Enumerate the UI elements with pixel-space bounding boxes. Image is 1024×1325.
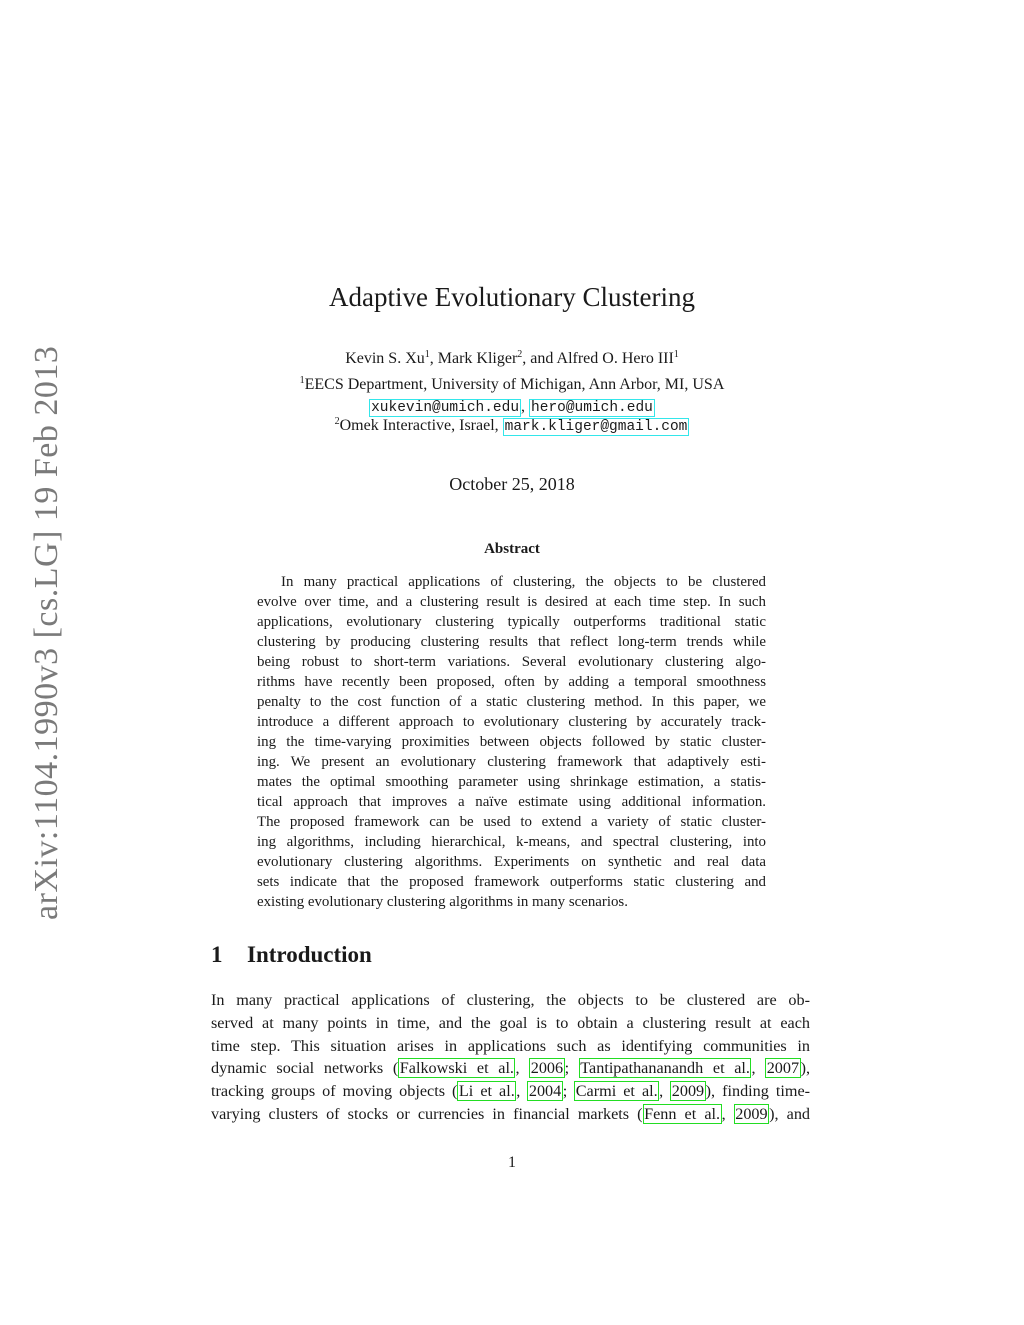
affiliation-marker: 1: [299, 375, 305, 386]
abstract-line: evolve over time, and a clustering result is desired at each time step. In such: [257, 594, 766, 610]
citation-link[interactable]: Li et al.: [458, 1082, 515, 1101]
abstract-line: ing. We present an evolutionary clustering framework that adaptively esti-: [257, 754, 766, 770]
citation-link[interactable]: Fenn et al.: [644, 1104, 721, 1123]
abstract-line: applications, evolutionary clustering typically outperforms traditional static: [257, 614, 766, 630]
author-affiliation-marker: 1: [673, 349, 679, 360]
abstract-line: sets indicate that the proposed framework outperforms static clustering and: [257, 874, 766, 890]
abstract-line: rithms have recently been proposed, often by adding a temporal smoothness: [257, 674, 766, 690]
intro-text: ;: [562, 1082, 575, 1101]
abstract-body: [257, 572, 766, 912]
section-number: 1: [211, 942, 223, 967]
affiliation-1: [0, 376, 1024, 394]
citation-year-link[interactable]: 2006: [530, 1059, 564, 1078]
intro-line: [211, 1057, 810, 1080]
intro-text: tracking groups of moving objects (: [211, 1082, 458, 1101]
author-affiliation-marker: 1: [424, 349, 430, 360]
author-list: [0, 350, 1024, 368]
abstract-line: introduce a different approach to evolutionary clustering by accurately track-: [257, 714, 766, 730]
intro-text: ), and: [769, 1104, 811, 1123]
citation-link[interactable]: Falkowski et al.: [399, 1059, 514, 1078]
abstract-line: ing the time-varying proximities between objects followed by static cluster-: [257, 734, 766, 750]
citation-link[interactable]: Tantipathananandh et al.: [580, 1059, 750, 1078]
citation-link[interactable]: Carmi et al.: [575, 1082, 658, 1101]
intro-line: [211, 1080, 810, 1103]
email-separator: ,: [521, 398, 530, 415]
citation-year-link[interactable]: 2009: [671, 1082, 705, 1101]
email-link[interactable]: mark.kliger@gmail.com: [504, 419, 688, 435]
intro-text: ,: [751, 1059, 766, 1078]
abstract-line: being robust to short-term variations. Several evolutionary clustering algo-: [257, 654, 766, 670]
abstract-line: mates the optimal smoothing parameter using shrinkage estimation, a statis-: [257, 774, 766, 790]
author-separator: ,: [429, 350, 438, 367]
abstract-line: penalty to the cost function of a static clustering method. In this paper, we: [257, 694, 766, 710]
intro-text: ,: [515, 1059, 530, 1078]
intro-line: In many practical applications of clustering, the objects to be clustered are ob-: [211, 991, 810, 1009]
abstract-heading: Abstract: [484, 541, 540, 557]
author-separator: , and: [522, 350, 557, 367]
introduction-body: [211, 989, 810, 1126]
email-link[interactable]: xukevin@umich.edu: [371, 400, 520, 416]
arxiv-identifier-stamp: arXiv:1104.1990v3 [cs.LG] 19 Feb 2013: [28, 345, 65, 920]
affiliation-marker: 2: [334, 416, 340, 427]
abstract-line: The proposed framework can be used to extend a variety of static cluster-: [257, 814, 766, 830]
citation-year-link[interactable]: 2004: [528, 1082, 562, 1101]
affiliation-text: Omek Interactive, Israel,: [339, 417, 503, 434]
email-line-1: [0, 398, 1024, 416]
intro-text: ,: [721, 1104, 734, 1123]
citation-year-link[interactable]: 2007: [766, 1059, 800, 1078]
citation-year-link[interactable]: 2009: [735, 1104, 768, 1123]
abstract-line: evolutionary clustering algorithms. Experiments on synthetic and real data: [257, 854, 766, 870]
email-link[interactable]: hero@umich.edu: [531, 400, 653, 416]
page-number: 1: [508, 1154, 516, 1171]
intro-line: [211, 1103, 810, 1126]
affiliation-text: EECS Department, University of Michigan, Ann Arbor, MI, USA: [304, 376, 725, 393]
paper-date: October 25, 2018: [449, 474, 575, 494]
author-affiliation-marker: 2: [517, 349, 523, 360]
abstract-line: tical approach that improves a naïve estimate using additional information.: [257, 794, 766, 810]
intro-text: dynamic social networks (: [211, 1059, 399, 1078]
intro-text: ), finding time-: [705, 1082, 811, 1101]
author-name: Alfred O. Hero III: [556, 350, 674, 367]
intro-line: served at many points in time, and the goal is to obtain a clustering result at each: [211, 1013, 810, 1032]
abstract-line: clustering by producing clustering results that reflect long-term trends while: [257, 634, 766, 650]
affiliation-2: [0, 417, 1024, 435]
intro-text: varying clusters of stocks or currencies in financial markets (: [211, 1104, 643, 1123]
paper-title: Adaptive Evolutionary Clustering: [329, 282, 695, 312]
section-heading: [211, 942, 372, 968]
intro-text: ,: [516, 1082, 528, 1101]
author-name: Kevin S. Xu: [345, 350, 425, 367]
author-name: Mark Kliger: [437, 350, 518, 367]
abstract-line: In many practical applications of clustering, the objects to be clustered: [281, 574, 766, 590]
abstract-line: ing algorithms, including hierarchical, k-means, and spectral clustering, into: [257, 834, 766, 850]
intro-text: ,: [659, 1082, 671, 1101]
section-title: Introduction: [247, 942, 372, 967]
intro-text: ),: [800, 1059, 811, 1078]
intro-text: ;: [564, 1059, 579, 1078]
intro-line: time step. This situation arises in applications such as identifying communities in: [211, 1036, 810, 1055]
abstract-line: existing evolutionary clustering algorithms in many scenarios.: [257, 894, 628, 910]
